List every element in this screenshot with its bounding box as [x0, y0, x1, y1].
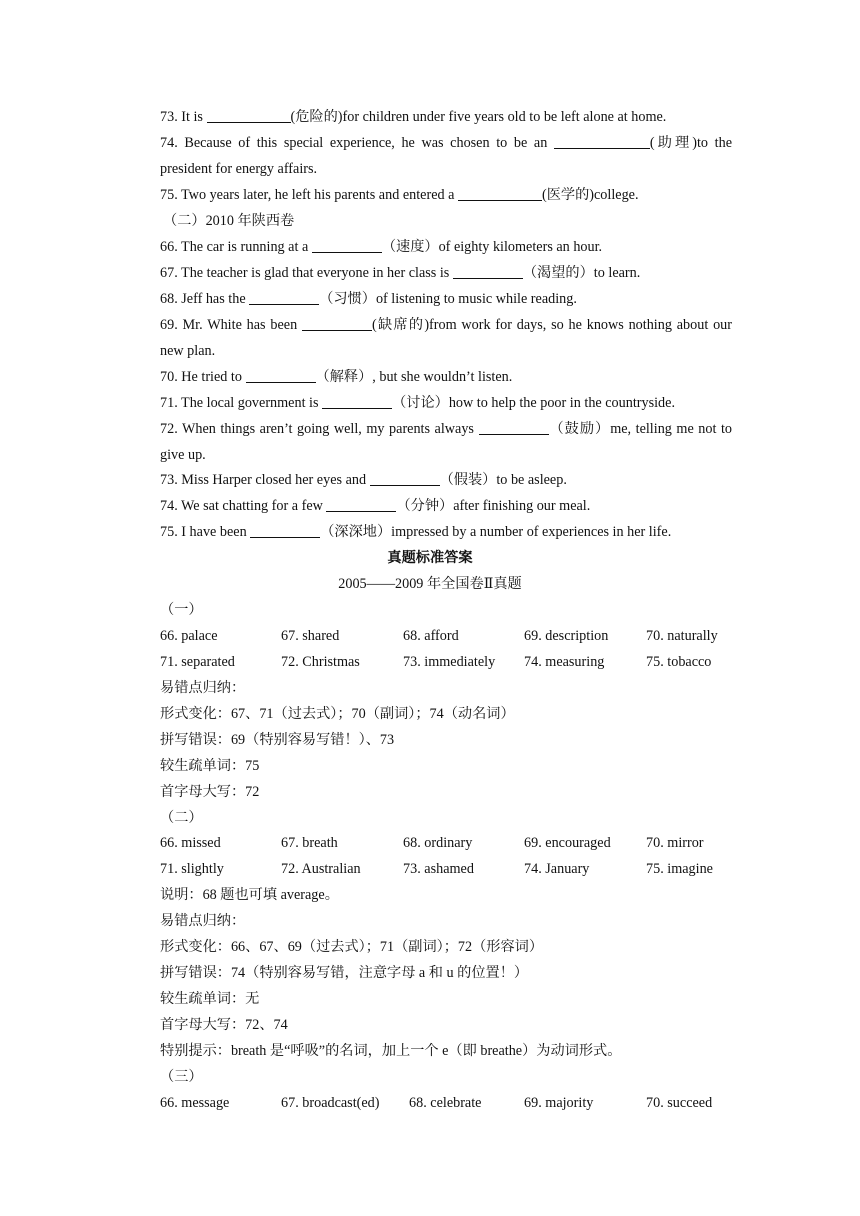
answer-item: 69. description	[524, 628, 609, 644]
answer-item: 73. ashamed	[403, 861, 474, 877]
answer-blank[interactable]	[246, 367, 316, 383]
exercise-71: 71. The local government is （讨论）how to help the poor in the countryside.	[160, 395, 675, 411]
answer-item: 69. encouraged	[524, 835, 611, 851]
answer-item: 75. imagine	[646, 861, 713, 877]
exercise-75a: 75. Two years later, he left his parents and entered a (医学的)college.	[160, 187, 639, 203]
note: 形式变化：67、71（过去式）；70（副词）；74（动名词）	[160, 706, 515, 722]
exercise-67: 67. The teacher is glad that everyone in her class is （渴望的）to learn.	[160, 265, 641, 281]
exercise-68: 68. Jeff has the （习惯）of listening to music while reading.	[160, 291, 577, 307]
answer-item: 66. missed	[160, 835, 221, 851]
note: 特别提示：breath 是“呼吸”的名词，加上一个 e（即 breathe）为动词形式。	[160, 1043, 622, 1059]
answer-blank[interactable]	[249, 289, 319, 305]
answer-blank[interactable]	[554, 133, 650, 149]
answer-blank[interactable]	[302, 315, 372, 331]
answer-row	[160, 856, 760, 882]
answer-blank[interactable]	[479, 419, 549, 435]
exercise-73a: 73. It is (危险的)for children under five years old to be left alone at home.	[160, 109, 667, 125]
answer-item: 67. breath	[281, 835, 338, 851]
part1-label: （一）	[160, 602, 203, 618]
note: 首字母大写：72	[160, 784, 260, 800]
note: 形式变化：66、67、69（过去式）；71（副词）；72（形容词）	[160, 939, 544, 955]
answer-item: 67. shared	[281, 628, 340, 644]
note: 易错点归纳：	[160, 680, 246, 696]
note: 首字母大写：72、74	[160, 1017, 288, 1033]
exercise-74a: 74. Because of this special experience, he was chosen to be an (助理)to the president for energy affairs.	[160, 135, 732, 177]
answer-item: 72. Christmas	[281, 654, 360, 670]
answer-item: 69. majority	[524, 1095, 594, 1111]
note: 较生疏单词：75	[160, 758, 260, 774]
exercise-66: 66. The car is running at a （速度）of eighty kilometers an hour.	[160, 239, 603, 255]
note: 拼写错误：69（特别容易写错！）、73	[160, 732, 395, 748]
answer-item: 73. immediately	[403, 654, 496, 670]
exercise-74b: 74. We sat chatting for a few （分钟）after finishing our meal.	[160, 498, 591, 514]
answer-item: 68. celebrate	[409, 1095, 482, 1111]
exercise-69: 69. Mr. White has been (缺席的)from work for days, so he knows nothing about our new plan.	[160, 317, 732, 359]
answer-blank[interactable]	[322, 393, 392, 409]
answer-item: 75. tobacco	[646, 654, 712, 670]
answer-row	[160, 830, 760, 856]
answers-subtitle: 2005——2009 年全国卷Ⅱ真题	[338, 576, 522, 592]
answer-blank[interactable]	[312, 237, 382, 253]
answer-item: 67. broadcast(ed)	[281, 1095, 380, 1111]
part2-label: （二）	[160, 810, 203, 826]
note: 较生疏单词：无	[160, 991, 260, 1007]
answer-blank[interactable]	[207, 107, 291, 123]
note: 说明：68 题也可填 average。	[160, 887, 339, 903]
answer-item: 70. mirror	[646, 835, 704, 851]
section-heading-2010: （二）2010 年陕西卷	[163, 213, 295, 229]
answer-blank[interactable]	[453, 263, 523, 279]
answer-item: 70. naturally	[646, 628, 718, 644]
answer-blank[interactable]	[458, 185, 542, 201]
exercise-73b: 73. Miss Harper closed her eyes and （假装）to be asleep.	[160, 472, 567, 488]
answer-row	[160, 623, 760, 649]
exercise-72: 72. When things aren’t going well, my parents always （鼓励）me, telling me not to give up.	[160, 421, 732, 463]
answer-item: 70. succeed	[646, 1095, 713, 1111]
answer-row	[160, 649, 760, 675]
part3-label: （三）	[160, 1069, 203, 1085]
note: 易错点归纳：	[160, 913, 246, 929]
answer-item: 68. afford	[403, 628, 459, 644]
answer-item: 72. Australian	[281, 861, 361, 877]
answer-blank[interactable]	[370, 470, 440, 486]
answer-item: 74. measuring	[524, 654, 605, 670]
answer-item: 66. message	[160, 1095, 230, 1111]
answer-item: 66. palace	[160, 628, 218, 644]
answer-item: 68. ordinary	[403, 835, 473, 851]
answer-row	[160, 1090, 760, 1116]
answers-title: 真题标准答案	[387, 550, 473, 566]
answer-item: 71. slightly	[160, 861, 224, 877]
exercise-75b: 75. I have been （深深地）impressed by a number of experiences in her life.	[160, 524, 672, 540]
answer-item: 71. separated	[160, 654, 235, 670]
answer-blank[interactable]	[326, 496, 396, 512]
note: 拼写错误：74（特别容易写错，注意字母 a 和 u 的位置！）	[160, 965, 529, 981]
exercise-70: 70. He tried to （解释）, but she wouldn’t listen.	[160, 369, 513, 385]
answer-blank[interactable]	[250, 522, 320, 538]
answer-item: 74. January	[524, 861, 590, 877]
